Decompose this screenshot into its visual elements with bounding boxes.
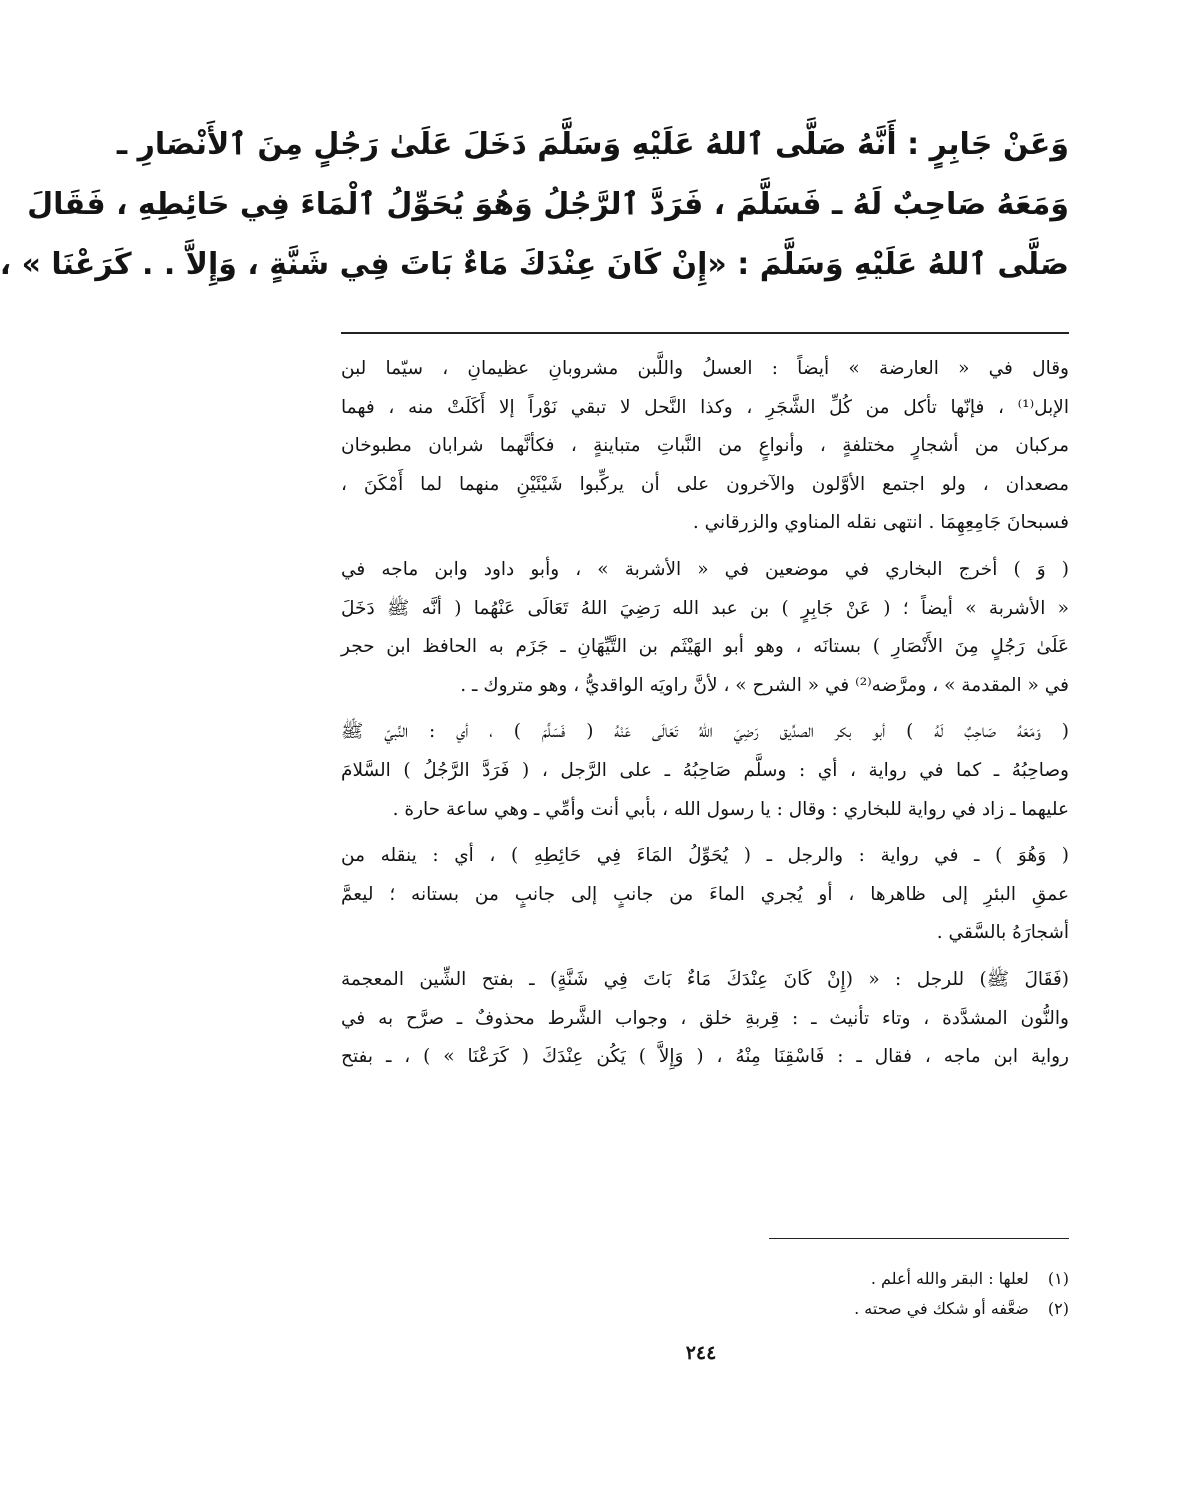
commentary-line: فسبحانَ جَامِعِهِمَا . انتهى نقله المناوي والزرقاني . — [692, 512, 1069, 534]
footnote-number: (٢) — [1047, 1299, 1069, 1318]
commentary-line: عليهما ـ زاد في رواية للبخاري : وقال : يا رسول الله ، بأبي أنت وأمِّي ـ وهي ساعة حارة . — [392, 798, 1069, 820]
commentary-paragraph — [341, 961, 1069, 1077]
commentary-paragraph — [341, 551, 1069, 705]
footnotes — [341, 1264, 1069, 1324]
commentary-line: ( وَ ) أخرج البخاري في موضعين في « الأشربة » ، وأبو داود وابن ماجه في — [341, 558, 1069, 580]
main-divider — [341, 332, 1069, 334]
commentary-paragraph — [341, 713, 1069, 829]
footnote — [341, 1294, 1069, 1324]
hadith-line: صَلَّى ٱللهُ عَلَيْهِ وَسَلَّمَ : «إِنْ كَانَ عِنْدَكَ مَاءٌ بَاتَ فِي شَنَّةٍ ، وَإِلاَّ . . كَرَعْنَا » ، — [0, 247, 1069, 282]
commentary-line: وقال في « العارضة » أيضاً : العسلُ واللَّبن مشروبانِ عظيمانِ ، سيّما لبن — [341, 358, 1069, 379]
page-number: ٢٤٤ — [685, 1342, 717, 1364]
commentary-line: والنُّون المشدَّدة ، وتاء تأنيث ـ : قِربةِ خلق ، وجواب الشَّرط محذوفٌ ـ صرَّح به في — [341, 1007, 1069, 1029]
footnote-divider — [769, 1238, 1069, 1239]
footnote-text: ضعَّفه أو شكك في صحته . — [854, 1299, 1029, 1318]
commentary-line: مصعدان ، ولو اجتمع الأوَّلون والآخرون على أن يركِّبوا شَيْئَيْنِ منهما لما أَمْكَنَ ، — [341, 473, 1069, 495]
commentary-line: الإبل⁽¹⁾ ، فإنّها تأكل من كُلِّ الشَّجَرِ ، وكذا النَّحل لا تبقي نَوْراً إلا أَكَلَتْ منه ، فهما — [341, 396, 1069, 418]
commentary — [341, 350, 1069, 1085]
commentary-line: أشجارَهُ بالسَّقي . — [936, 922, 1069, 944]
commentary-line: (فَقَالَ ﷺ) للرجل : « (إِنْ كَانَ عِنْدَكَ مَاءٌ بَاتَ فِي شَنَّةٍ) ـ بفتح الشِّين المعجمة — [341, 968, 1069, 990]
commentary-line: وصاحِبُهُ ـ كما في رواية ، أي : وسلَّم صَاحِبُهُ ـ على الرَّجل ، ( فَرَدَّ الرَّجُلُ ) السَّلامَ — [341, 759, 1069, 781]
hadith-text — [0, 115, 1069, 295]
commentary-paragraph — [341, 350, 1069, 543]
commentary-line: ( وَمَعَهُ صَاحِبٌ لَهُ ) أبو بكر الصدِّيق رَضِيَ اللهُ تَعَالَى عَنْهُ ( فَسَلَّمَ ) ، أي : النَّبيّ ﷺ — [341, 721, 1069, 743]
commentary-paragraph — [341, 837, 1069, 953]
commentary-line: رواية ابن ماجه ، فقال ـ : فَاسْقِنَا مِنْهُ ، ( وَإِلاَّ ) يَكُن عِنْدَكَ ( كَرَعْنَا » ) ، ـ بفتح — [341, 1046, 1069, 1068]
footnote-text: لعلها : البقر والله أعلم . — [870, 1269, 1029, 1288]
commentary-line: عَلَىٰ رَجُلٍ مِنَ الأَنْصَارِ ) بستانَه ، وهو أبو الهَيْثَم بن التَّيِّهَانِ ـ جَزَم به الحافظ ابن حجر — [341, 636, 1069, 658]
hadith-line: وَعَنْ جَابِرٍ : أَنَّهُ صَلَّى ٱللهُ عَلَيْهِ وَسَلَّمَ دَخَلَ عَلَىٰ رَجُلٍ مِنَ ٱلأَنْصَارِ ـ — [116, 127, 1069, 162]
footnote — [341, 1264, 1069, 1294]
commentary-line: في « المقدمة » ، ومرَّضه⁽²⁾ في « الشرح » ، لأنَّ راويَه الواقديُّ ، وهو متروك ـ . — [460, 674, 1069, 696]
hadith-line: وَمَعَهُ صَاحِبٌ لَهُ ـ فَسَلَّمَ ، فَرَدَّ ٱلرَّجُلُ وَهُوَ يُحَوِّلُ ٱلْمَاءَ فِي حَائِطِهِ ، فَقَالَ — [27, 187, 1069, 222]
commentary-line: عمقِ البئرِ إلى ظاهرها ، أو يُجري الماءَ من جانبٍ إلى جانبٍ من بستانه ؛ ليعمَّ — [341, 883, 1069, 905]
commentary-line: « الأشربة » أيضاً ؛ ( عَنْ جَابِرٍ ) بن عبد الله رَضِيَ اللهُ تَعَالَى عَنْهُما ( أنَّه ﷺ دَخَلَ — [341, 597, 1069, 619]
footnote-number: (١) — [1047, 1269, 1069, 1288]
commentary-line: مركبان من أشجارٍ مختلفةٍ ، وأنواعٍ من النَّباتِ متباينةٍ ، فكأنَّهما شرابان مطبوخان — [341, 435, 1069, 457]
commentary-line: ( وَهُوَ ) ـ في رواية : والرجل ـ ( يُحَوِّلُ المَاءَ فِي حَائِطِهِ ) ، أي : ينقله من — [341, 845, 1069, 867]
